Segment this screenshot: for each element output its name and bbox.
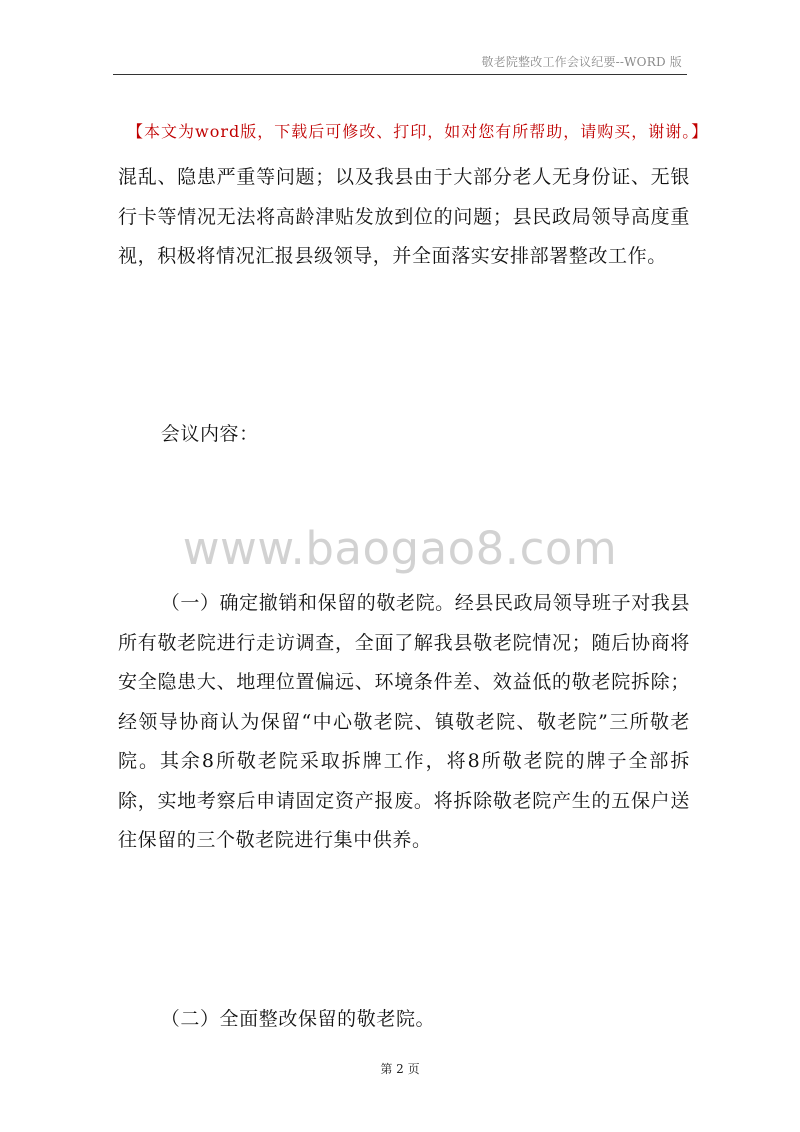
purchase-notice: 【本文为word版，下载后可修改、打印，如对您有所帮助，请购买，谢谢。】 xyxy=(127,122,709,141)
header-divider xyxy=(113,74,687,75)
watermark: www.baogao8.com xyxy=(182,522,618,575)
section-one-paragraph: （一）确定撤销和保留的敬老院。经县民政局领导班子对我县所有敬老院进行走访调查，全面了解我县敬老院情况；随后协商将安全隐患大、地理位置偏远、环境条件差、效益低的敬老院拆除；经领导协商认为保留“中心敬老院、镇敬老院、敬老院”三所敬老院。其余8所敬老院采取拆牌工作，将8所敬老院的牌子全部拆除，实地考察后申请固定资产报废。将拆除敬老院产生的五保户送往保留的三个敬老院进行集中供养。 xyxy=(118,592,690,851)
meeting-content-heading: 会议内容： xyxy=(160,423,259,445)
section-two-heading: （二）全面整改保留的敬老院。 xyxy=(160,1008,436,1030)
page-number: 第 2 页 xyxy=(380,1062,420,1076)
body-paragraph-continued: 混乱、隐患严重等问题；以及我县由于大部分老人无身份证、无银行卡等情况无法将高龄津贴发放到位的问题；县民政局领导高度重视，积极将情况汇报县级领导，并全面落实安排部署整改工作。 xyxy=(118,166,690,267)
header-title: 敬老院整改工作会议纪要--WORD 版 xyxy=(481,55,682,69)
